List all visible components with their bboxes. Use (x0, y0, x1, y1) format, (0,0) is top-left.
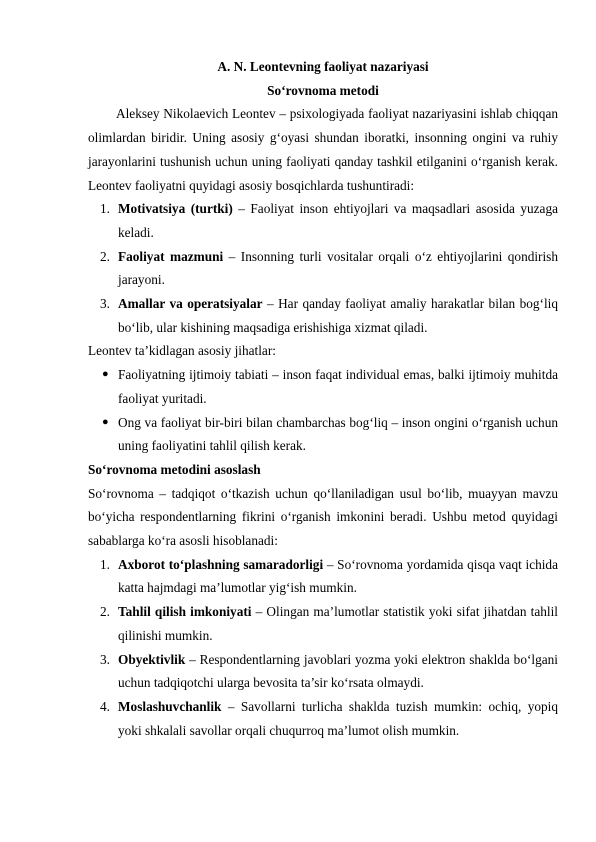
document-page (88, 55, 558, 742)
document-title: A. N. Leontevning faoliyat nazariyasi (217, 59, 429, 74)
list-term: Moslashuvchanlik (118, 698, 222, 714)
list-text: – Insonning turli vositalar orqali o‘z ehtiyojlarini qondirish jarayoni. (118, 248, 559, 288)
list-text: – Olingan ma’lumotlar statistik yoki sifat jihatdan tahlil qilinishi mumkin. (118, 604, 558, 643)
list-text: – Respondentlarning javoblari yozma yoki elektron shaklda bo‘lgani uchun tadqiqotchi ularga bevosita ta’sir ko‘rsata olmaydi. (118, 651, 558, 691)
list-text: – Savollarni turlicha shaklda tuzish mumkin: ochiq, yopiq yoki shkalali savollar orqali chuqurroq ma’lumot olish mumkin. (118, 698, 558, 738)
section-heading: So‘rovnoma metodini asoslash (88, 461, 261, 477)
intro-paragraph: Aleksey Nikolaevich Leontev – psixologiyada faoliyat nazariyasini ishlab chiqqan olimlardan biridir. Uning asosiy g‘oyasi shundan iboratki, insonning ongini va ruhiy jarayonlarini tushunish uchun uning faoliyati qanday tashkil etilganini o‘rganish kerak. Leontev faoliyatni quyidagi asosiy bosqichlarda tushuntiradi: (88, 106, 558, 193)
list-term: Tahlil qilish imkoniyati (118, 604, 252, 620)
list-item (88, 648, 558, 695)
list-text: – Faoliyat inson ehtiyojlari va maqsadlari asosida yuzaga keladi. (118, 201, 558, 240)
list-item (88, 197, 558, 244)
list-item (88, 245, 558, 292)
list-text: Ong va faoliyat bir-biri bilan chambarchas bog‘liq – inson ongini o‘rganish uchun uning faoliyatini tahlil qilish kerak. (118, 414, 558, 454)
bullet-icon: ● (102, 368, 109, 381)
list-number: 2. (100, 248, 110, 264)
list-item (88, 600, 558, 647)
bullet-icon: ● (102, 415, 109, 428)
list-text: – So‘rovnoma yordamida qisqa vaqt ichida katta hajmdagi ma’lumotlar yig‘ish mumkin. (118, 556, 558, 596)
stages-list (88, 197, 558, 339)
list-number: 3. (100, 296, 110, 312)
list-item (88, 695, 558, 742)
list-item (88, 411, 558, 458)
list-text: Faoliyatning ijtimoiy tabiati – inson faqat individual emas, balki ijtimoiy muhitda faoliyat yuritadi. (118, 367, 558, 406)
list-term: Axborot to‘plashning samaradorligi (118, 556, 324, 572)
list-term: Faoliyat mazmuni (118, 248, 224, 264)
list-item (88, 292, 558, 339)
list-number: 1. (100, 201, 110, 217)
reasons-list (88, 553, 558, 743)
list-number: 1. (100, 556, 110, 572)
list-number: 2. (100, 604, 110, 620)
list-term: Motivatsiya (turtki) (118, 201, 233, 217)
list-item (88, 363, 558, 410)
aspects-list (88, 363, 558, 458)
list-number: 4. (100, 698, 110, 714)
list-number: 3. (100, 651, 110, 667)
section-paragraph: So‘rovnoma – tadqiqot o‘tkazish uchun qo‘llaniladigan usul bo‘lib, muayyan mavzu bo‘yicha respondentlarning fikrini o‘rganish imkonini beradi. Ushbu metod quyidagi sabablarga ko‘ra asosli hisoblanadi: (88, 485, 558, 549)
list-term: Amallar va operatsiyalar (118, 296, 263, 312)
list-term: Obyektivlik (118, 651, 186, 667)
list-item (88, 553, 558, 600)
document-subtitle: So‘rovnoma metodi (267, 82, 379, 98)
list-text: – Har qanday faoliyat amaliy harakatlar bilan bog‘liq bo‘lib, ular kishining maqsadiga erishishiga xizmat qiladi. (118, 296, 558, 335)
aspects-intro: Leontev ta’kidlagan asosiy jihatlar: (88, 343, 276, 359)
